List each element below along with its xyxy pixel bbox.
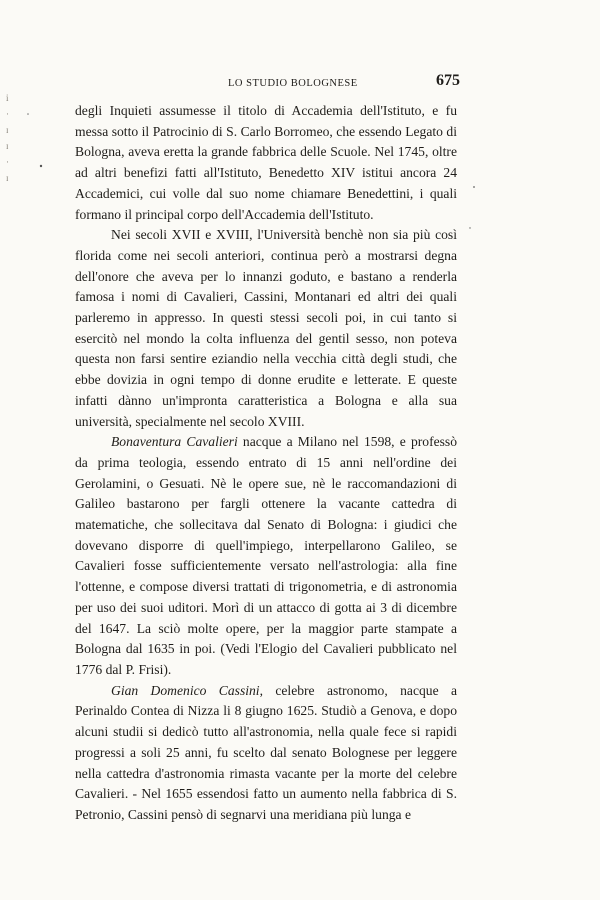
ink-speck: [40, 165, 42, 167]
person-name: Gian Domenico Cassini: [111, 682, 260, 698]
left-margin-marks: [6, 90, 14, 260]
margin-mark: ·: [6, 157, 9, 167]
ink-speck: [27, 113, 29, 115]
paragraph-text: nacque a Milano nel 1598, e professò da prima teologia, essendo entrato di 15 anni nell'ordine dei Gerolamini, o Gesuati. Nè le opere sue, nè le raccomandazioni di Galileo bastarono per fargli ottenere la vacante cattedra di matematiche, che sollecitava dal Senato di Bologna: i giudici che dovevano disporre di quell'impiego, interpellarono Galileo, se Cavalieri fosse sufficientemente versato nell'astrologia: alla fine l'ottenne, e compose diversi trattati di trigonometria, e di astronomia per uso dei suoi uditori. Morì di un attacco di gotta ai 3 di dicembre del 1647. La sciò molte opere, per la maggior parte stampate a Bologna dal 1635 in poi. (Vedi l'Elogio del Cavalieri pubblicato nel 1776 dal P. Frisi).: [75, 434, 458, 677]
running-title: LO STUDIO BOLOGNESE: [228, 78, 358, 89]
margin-mark: ·: [6, 109, 9, 119]
paragraph-text: , celebre astronomo, nacque a Perinaldo Contea di Nizza li 8 giugno 1625. Studiò a Genova, e dopo alcuni studii si dedicò tutto all'astronomia, nella quale fece si rapidi progressi a soli 25 anni, fu scelto dal senato Bolognese per leggere nella cattedra d'astronomia rimasta vacante per la morte del celebre Cavalieri. - Nel 1655 essendosi fatto un aumento nella fabbrica di S. Petronio, Cassini pensò di segnarvi una meridiana più lunga e: [75, 682, 457, 822]
page-header: [84, 72, 460, 94]
margin-mark: ɪ: [6, 141, 9, 151]
margin-mark: ɪ: [6, 125, 9, 135]
person-name: Bonaventura Cavalieri: [111, 434, 238, 450]
paragraph: [75, 432, 457, 680]
paragraph: Nei secoli XVII e XVIII, l'Università benchè non sia più così florida come nei secoli anteriori, continua però a mostrarsi degna dell'onore che aveva per lo innanzi goduto, e bastano a renderla famosa i nomi di Cavalieri, Cassini, Montanari ed altri dei quali parleremo in appresso. In questi stessi secoli poi, in cui tanto si esercitò nel mondo la colta influenza del gentil sesso, non poteva questa non farsi sentire eziandio nella vecchia città degli studi, che ebbe dovizia in ogni tempo di donne erudite e letterate. E queste infatti dànno un'impronta caratteristica a Bologna e alla sua università, specialmente nel secolo XVIII.: [75, 227, 457, 429]
paragraph: [75, 681, 457, 826]
margin-mark: i: [6, 93, 9, 103]
paragraph: degli Inquieti assumesse il titolo di Accademia dell'Istituto, e fu messa sotto il Patrocinio di S. Carlo Borromeo, che essendo Legato di Bologna, aveva eretta la grande fabbrica delle Scuole. Nel 1745, oltre ad altri benefizi fatti all'Istituto, Benedetto XIV istitui ancora 24 Accademici, cui volle dal suo nome chiamare Benedettini, i quali formano il principal corpo dell'Accademia dell'Istituto.: [75, 103, 457, 222]
margin-mark: ɪ: [6, 173, 9, 183]
page-number: 675: [436, 72, 460, 89]
body-text: [75, 101, 457, 826]
ink-speck: [473, 186, 475, 188]
ink-speck: [469, 227, 470, 228]
